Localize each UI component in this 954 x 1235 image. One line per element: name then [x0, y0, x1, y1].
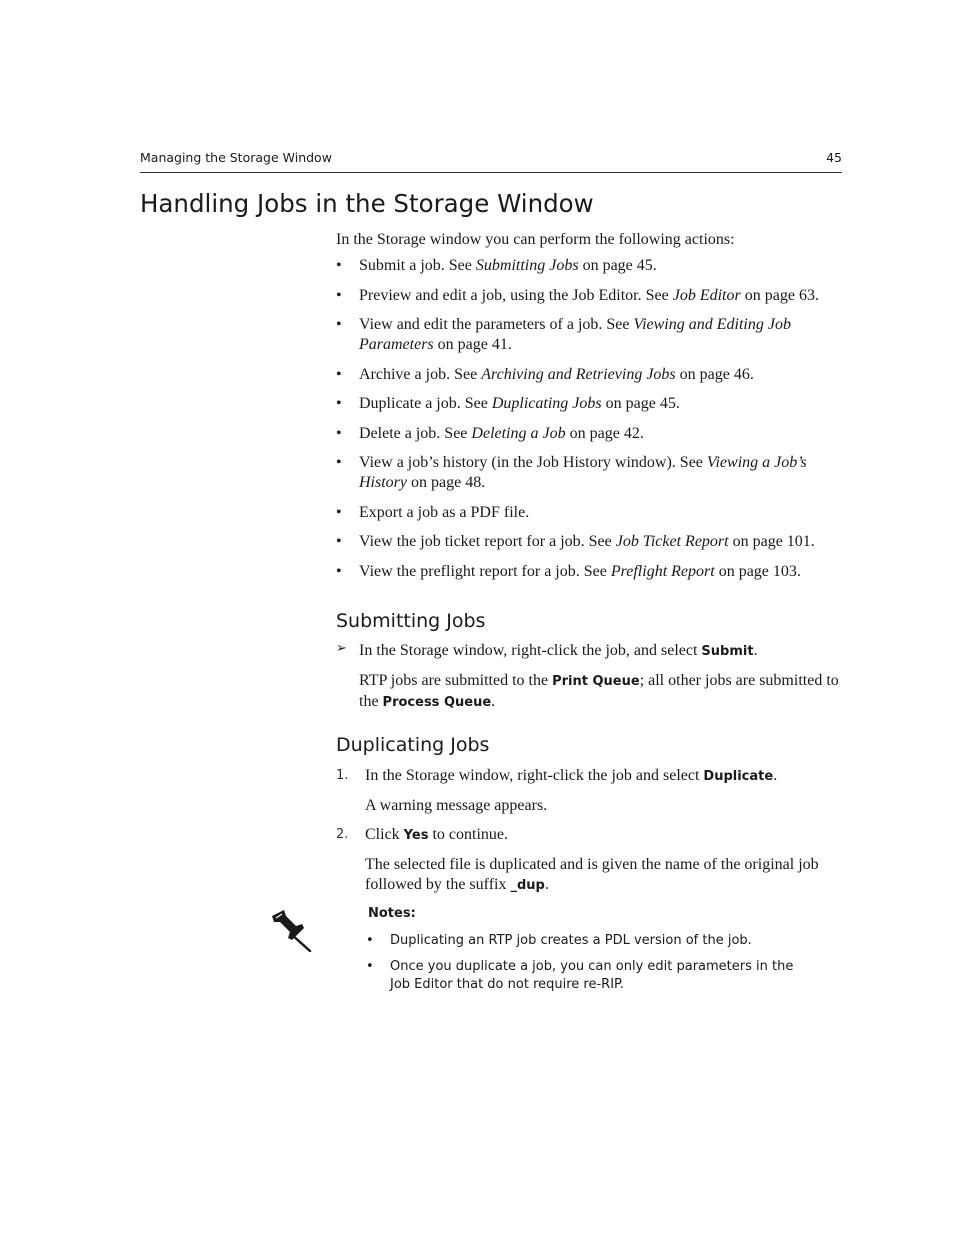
list-item: • Once you duplicate a job, you can only edit parameters in the Job Editor that do not require re-RIP.: [366, 959, 794, 992]
duplicate-step-1: In the Storage window, right-click the job and select Duplicate.: [365, 767, 778, 784]
cross-reference: Duplicating Jobs: [491, 395, 602, 412]
submit-result: RTP jobs are submitted to the Print Queue; all other jobs are submitted to the Process Queue.: [359, 672, 839, 710]
ui-term: Duplicate: [703, 769, 774, 784]
ui-term: _dup: [510, 878, 545, 893]
duplicate-step-2: Click Yes to continue.: [365, 826, 508, 843]
list-item: • Export a job as a PDF file.: [336, 503, 530, 521]
cross-reference: Preflight Report: [610, 562, 715, 580]
cross-reference: Archiving and Retrieving Jobs: [481, 365, 676, 383]
list-item: • Delete a job. See Deleting a Job on page 42.: [336, 424, 644, 442]
list-item: • View and edit the parameters of a job. See Viewing and Editing Job Parameters on page 41.: [336, 316, 791, 353]
ui-term: Print Queue: [552, 674, 640, 689]
running-title: Managing the Storage Window: [140, 150, 332, 165]
duplicate-step-1-result: A warning message appears.: [365, 797, 548, 814]
cross-reference: Viewing a Job’s History: [359, 454, 807, 491]
running-header: [140, 150, 842, 173]
actions-list: [336, 256, 846, 591]
ui-term: Submit: [701, 644, 754, 659]
list-item: • Archive a job. See Archiving and Retrieving Jobs on page 46.: [336, 365, 754, 383]
ui-term: Process Queue: [382, 695, 492, 710]
step-number: 1.: [336, 768, 349, 783]
intro-paragraph: In the Storage window you can perform the following actions:: [336, 231, 735, 248]
page-number: 45: [826, 150, 842, 165]
section-title: Handling Jobs in the Storage Window: [140, 189, 594, 218]
subsection-title-submitting: Submitting Jobs: [336, 610, 486, 632]
cross-reference: Job Ticket Report: [615, 533, 729, 550]
notes-list: [366, 932, 816, 1002]
cross-reference: Submitting Jobs: [475, 257, 579, 274]
arrow-bullet-icon: ➢: [336, 641, 347, 656]
ui-term: Yes: [403, 828, 429, 843]
cross-reference: Job Editor: [672, 286, 741, 304]
list-item: • View a job’s history (in the Job History window). See Viewing a Job’s History on page 48.: [336, 454, 807, 491]
duplicate-step-2-result: The selected file is duplicated and is given the name of the original job followed by the suffix _dup.: [365, 856, 819, 893]
list-item: • Preview and edit a job, using the Job Editor. See Job Editor on page 63.: [336, 286, 819, 304]
subsection-title-duplicating: Duplicating Jobs: [336, 734, 490, 756]
step-number: 2.: [336, 827, 349, 842]
pushpin-icon: [270, 908, 312, 952]
list-item: • Submit a job. See Submitting Jobs on page 45.: [336, 257, 657, 274]
list-item: • Duplicating an RTP job creates a PDL version of the job.: [366, 933, 752, 948]
notes-heading: Notes:: [368, 906, 416, 921]
list-item: • Duplicate a job. See Duplicating Jobs on page 45.: [336, 395, 680, 412]
submit-step: In the Storage window, right-click the job, and select Submit.: [359, 642, 758, 659]
cross-reference: Viewing and Editing Job Parameters: [359, 316, 791, 353]
list-item: • View the preflight report for a job. See Preflight Report on page 103.: [336, 562, 801, 580]
cross-reference: Deleting a Job: [471, 424, 566, 442]
list-item: • View the job ticket report for a job. See Job Ticket Report on page 101.: [336, 533, 815, 550]
